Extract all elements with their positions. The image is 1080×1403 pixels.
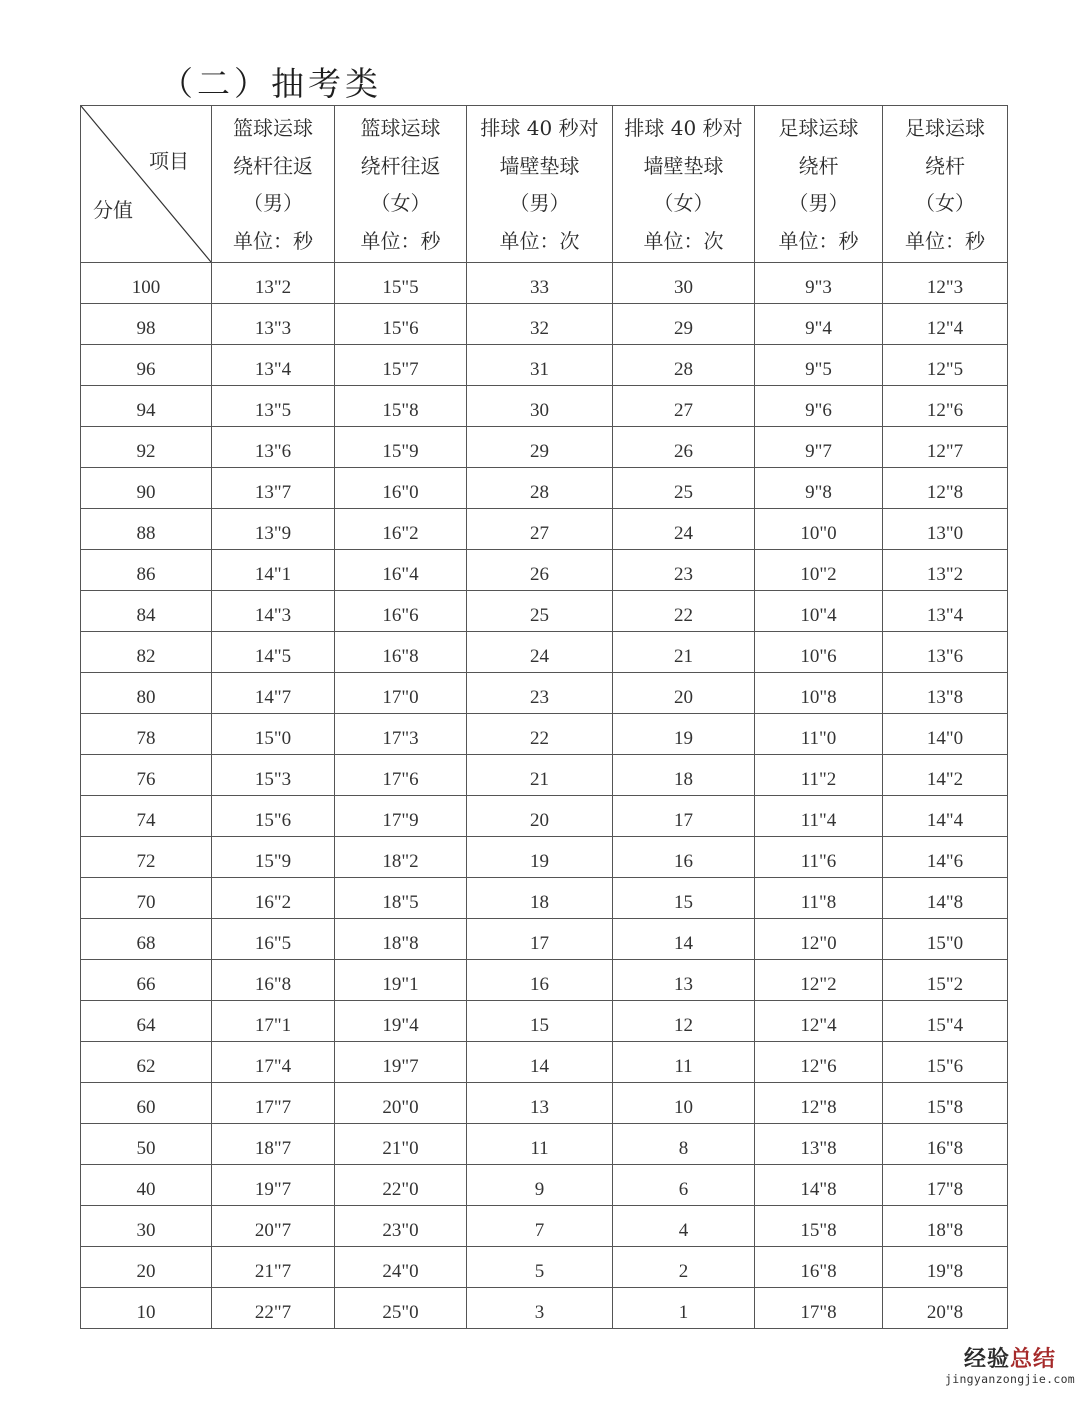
volleyball-male-cell: 16 [467,960,613,1001]
table-body [81,263,1008,1329]
football-female-cell: 18"8 [883,1206,1008,1247]
table-row [81,673,1008,714]
column-header-line: （男） [243,191,303,215]
basketball-female-cell: 24"0 [335,1247,467,1288]
table-row [81,1001,1008,1042]
volleyball-male-cell: 27 [467,509,613,550]
watermark-url: jingyanzongjie.com [945,1372,1076,1386]
table-row [81,550,1008,591]
football-male-cell: 12"2 [755,960,883,1001]
table-row [81,632,1008,673]
score-cell: 86 [81,550,212,591]
volleyball-female-cell: 16 [613,837,755,878]
volleyball-male-cell: 25 [467,591,613,632]
column-header [335,106,467,263]
column-header-line: 篮球运球 [360,116,441,140]
basketball-male-cell: 22"7 [212,1288,335,1329]
football-female-cell: 15"6 [883,1042,1008,1083]
column-header-line: 绕杆往返 [233,153,313,178]
basketball-female-cell: 23"0 [335,1206,467,1247]
column-header-line: 单位：次 [643,228,724,253]
column-header [212,106,335,263]
volleyball-female-cell: 10 [613,1083,755,1124]
column-header-line: 单位：秒 [360,228,441,253]
volleyball-female-cell: 22 [613,591,755,632]
score-cell: 74 [81,796,212,837]
score-cell: 50 [81,1124,212,1165]
basketball-female-cell: 16"2 [335,509,467,550]
volleyball-male-cell: 29 [467,427,613,468]
volleyball-male-cell: 31 [467,345,613,386]
score-table [80,105,1008,1329]
column-header [883,106,1008,263]
score-cell: 64 [81,1001,212,1042]
basketball-female-cell: 16"8 [335,632,467,673]
basketball-male-cell: 16"2 [212,878,335,919]
table-row [81,263,1008,304]
football-male-cell: 11"0 [755,714,883,755]
football-male-cell: 10"2 [755,550,883,591]
column-header [755,106,883,263]
score-cell: 10 [81,1288,212,1329]
volleyball-female-cell: 2 [613,1247,755,1288]
column-header-line: 排球 40 秒对 [480,116,599,140]
football-male-cell: 9"8 [755,468,883,509]
volleyball-female-cell: 14 [613,919,755,960]
table-row [81,960,1008,1001]
basketball-female-cell: 15"7 [335,345,467,386]
column-header-line: 单位：秒 [233,228,313,253]
volleyball-male-cell: 21 [467,755,613,796]
football-male-cell: 10"8 [755,673,883,714]
corner-item-label: 项目 [149,149,189,173]
volleyball-male-cell: 11 [467,1124,613,1165]
score-cell: 66 [81,960,212,1001]
basketball-male-cell: 15"6 [212,796,335,837]
table-row [81,509,1008,550]
basketball-male-cell: 14"5 [212,632,335,673]
football-female-cell: 12"5 [883,345,1008,386]
football-female-cell: 16"8 [883,1124,1008,1165]
corner-score-label: 分值 [93,198,133,222]
score-cell: 92 [81,427,212,468]
football-female-cell: 14"8 [883,878,1008,919]
football-male-cell: 10"6 [755,632,883,673]
table-row [81,468,1008,509]
column-header-line: 墙壁垫球 [499,153,580,178]
score-cell: 68 [81,919,212,960]
volleyball-female-cell: 23 [613,550,755,591]
football-male-cell: 15"8 [755,1206,883,1247]
basketball-female-cell: 20"0 [335,1083,467,1124]
table-row [81,837,1008,878]
basketball-female-cell: 17"3 [335,714,467,755]
section-title: （二）抽考类 [160,64,382,103]
football-female-cell: 20"8 [883,1288,1008,1329]
volleyball-male-cell: 20 [467,796,613,837]
football-male-cell: 17"8 [755,1288,883,1329]
score-cell: 30 [81,1206,212,1247]
football-female-cell: 14"4 [883,796,1008,837]
score-cell: 90 [81,468,212,509]
football-male-cell: 9"3 [755,263,883,304]
volleyball-male-cell: 17 [467,919,613,960]
volleyball-female-cell: 29 [613,304,755,345]
basketball-female-cell: 19"7 [335,1042,467,1083]
table-row [81,304,1008,345]
football-female-cell: 15"8 [883,1083,1008,1124]
column-header-line: 排球 40 秒对 [624,116,743,140]
table-row [81,878,1008,919]
football-male-cell: 11"4 [755,796,883,837]
score-cell: 100 [81,263,212,304]
volleyball-male-cell: 32 [467,304,613,345]
table-row [81,1206,1008,1247]
football-female-cell: 19"8 [883,1247,1008,1288]
football-female-cell: 14"2 [883,755,1008,796]
volleyball-female-cell: 15 [613,878,755,919]
score-cell: 60 [81,1083,212,1124]
watermark-logo-text [945,1348,1075,1372]
volleyball-male-cell: 26 [467,550,613,591]
football-female-cell: 12"4 [883,304,1008,345]
column-header-line: 足球运球 [778,116,859,140]
score-cell: 76 [81,755,212,796]
volleyball-male-cell: 24 [467,632,613,673]
volleyball-male-cell: 14 [467,1042,613,1083]
basketball-male-cell: 21"7 [212,1247,335,1288]
basketball-female-cell: 18"2 [335,837,467,878]
basketball-male-cell: 17"1 [212,1001,335,1042]
football-male-cell: 9"6 [755,386,883,427]
volleyball-female-cell: 6 [613,1165,755,1206]
score-cell: 80 [81,673,212,714]
basketball-male-cell: 17"7 [212,1083,335,1124]
basketball-female-cell: 16"4 [335,550,467,591]
table-row [81,919,1008,960]
volleyball-female-cell: 21 [613,632,755,673]
basketball-male-cell: 14"3 [212,591,335,632]
football-male-cell: 9"7 [755,427,883,468]
basketball-male-cell: 16"8 [212,960,335,1001]
volleyball-female-cell: 27 [613,386,755,427]
volleyball-female-cell: 8 [613,1124,755,1165]
volleyball-female-cell: 25 [613,468,755,509]
football-female-cell: 15"4 [883,1001,1008,1042]
basketball-male-cell: 14"7 [212,673,335,714]
basketball-female-cell: 25"0 [335,1288,467,1329]
football-female-cell: 12"7 [883,427,1008,468]
football-male-cell: 9"5 [755,345,883,386]
basketball-male-cell: 15"0 [212,714,335,755]
basketball-female-cell: 15"5 [335,263,467,304]
volleyball-male-cell: 28 [467,468,613,509]
basketball-male-cell: 13"6 [212,427,335,468]
score-cell: 20 [81,1247,212,1288]
column-header-line: 单位：秒 [778,228,859,253]
football-male-cell: 14"8 [755,1165,883,1206]
column-header-line: 单位：秒 [905,228,985,253]
basketball-female-cell: 21"0 [335,1124,467,1165]
score-cell: 62 [81,1042,212,1083]
football-male-cell: 11"2 [755,755,883,796]
football-female-cell: 13"2 [883,550,1008,591]
score-cell: 88 [81,509,212,550]
football-male-cell: 12"0 [755,919,883,960]
column-header-line: 单位：次 [499,228,580,253]
basketball-male-cell: 15"3 [212,755,335,796]
basketball-female-cell: 19"4 [335,1001,467,1042]
column-header-line: （女） [370,191,431,215]
column-header-line: 绕杆 [925,153,965,178]
volleyball-male-cell: 22 [467,714,613,755]
score-cell: 98 [81,304,212,345]
column-header-line: （男） [509,191,570,215]
column-header-line: 墙壁垫球 [643,153,724,178]
volleyball-female-cell: 4 [613,1206,755,1247]
table-row [81,1124,1008,1165]
basketball-male-cell: 13"3 [212,304,335,345]
column-header-line: （男） [788,191,849,215]
score-cell: 94 [81,386,212,427]
table-row [81,714,1008,755]
basketball-male-cell: 13"7 [212,468,335,509]
basketball-female-cell: 15"9 [335,427,467,468]
diagonal-divider [81,106,211,262]
volleyball-male-cell: 9 [467,1165,613,1206]
column-header-line: 篮球运球 [233,116,313,140]
football-female-cell: 12"8 [883,468,1008,509]
basketball-male-cell: 13"5 [212,386,335,427]
basketball-male-cell: 17"4 [212,1042,335,1083]
volleyball-female-cell: 28 [613,345,755,386]
watermark-text-part2: 总结 [1010,1347,1057,1372]
football-male-cell: 12"4 [755,1001,883,1042]
volleyball-male-cell: 30 [467,386,613,427]
basketball-female-cell: 19"1 [335,960,467,1001]
football-male-cell: 11"8 [755,878,883,919]
basketball-female-cell: 17"9 [335,796,467,837]
volleyball-female-cell: 17 [613,796,755,837]
table-row [81,755,1008,796]
football-male-cell: 12"6 [755,1042,883,1083]
basketball-male-cell: 13"2 [212,263,335,304]
basketball-female-cell: 18"8 [335,919,467,960]
table-row [81,386,1008,427]
football-female-cell: 12"6 [883,386,1008,427]
volleyball-female-cell: 30 [613,263,755,304]
table-row [81,1288,1008,1329]
volleyball-male-cell: 23 [467,673,613,714]
score-cell: 96 [81,345,212,386]
table-row [81,796,1008,837]
volleyball-female-cell: 1 [613,1288,755,1329]
table-row [81,345,1008,386]
basketball-female-cell: 15"8 [335,386,467,427]
basketball-female-cell: 16"0 [335,468,467,509]
table-row [81,427,1008,468]
volleyball-female-cell: 20 [613,673,755,714]
football-female-cell: 14"6 [883,837,1008,878]
basketball-female-cell: 15"6 [335,304,467,345]
watermark-text-part1: 经验 [963,1347,1010,1372]
football-female-cell: 14"0 [883,714,1008,755]
volleyball-female-cell: 11 [613,1042,755,1083]
basketball-female-cell: 17"0 [335,673,467,714]
score-cell: 40 [81,1165,212,1206]
column-header [613,106,755,263]
table-row [81,591,1008,632]
score-cell: 82 [81,632,212,673]
column-header-line: 绕杆 [798,153,839,178]
football-female-cell: 13"0 [883,509,1008,550]
column-header-line: 绕杆往返 [360,153,441,178]
volleyball-female-cell: 24 [613,509,755,550]
table-row [81,1165,1008,1206]
basketball-female-cell: 16"6 [335,591,467,632]
table-row [81,1083,1008,1124]
football-male-cell: 12"8 [755,1083,883,1124]
score-cell: 72 [81,837,212,878]
volleyball-male-cell: 33 [467,263,613,304]
basketball-male-cell: 20"7 [212,1206,335,1247]
volleyball-female-cell: 13 [613,960,755,1001]
football-female-cell: 17"8 [883,1165,1008,1206]
basketball-male-cell: 19"7 [212,1165,335,1206]
football-male-cell: 10"4 [755,591,883,632]
basketball-male-cell: 13"4 [212,345,335,386]
score-cell: 84 [81,591,212,632]
volleyball-male-cell: 18 [467,878,613,919]
volleyball-male-cell: 15 [467,1001,613,1042]
football-female-cell: 13"6 [883,632,1008,673]
basketball-female-cell: 22"0 [335,1165,467,1206]
table-row [81,1247,1008,1288]
score-cell: 70 [81,878,212,919]
football-female-cell: 15"2 [883,960,1008,1001]
football-female-cell: 13"8 [883,673,1008,714]
column-header-line: （女） [653,191,714,215]
volleyball-male-cell: 19 [467,837,613,878]
football-male-cell: 16"8 [755,1247,883,1288]
basketball-male-cell: 14"1 [212,550,335,591]
football-male-cell: 10"0 [755,509,883,550]
football-female-cell: 12"3 [883,263,1008,304]
volleyball-female-cell: 19 [613,714,755,755]
football-male-cell: 13"8 [755,1124,883,1165]
basketball-female-cell: 18"5 [335,878,467,919]
corner-header-cell [81,106,212,263]
column-header-line: （女） [915,191,975,215]
volleyball-male-cell: 13 [467,1083,613,1124]
volleyball-male-cell: 7 [467,1206,613,1247]
volleyball-male-cell: 3 [467,1288,613,1329]
basketball-male-cell: 18"7 [212,1124,335,1165]
header-row [81,106,1008,263]
volleyball-male-cell: 5 [467,1247,613,1288]
basketball-male-cell: 13"9 [212,509,335,550]
football-female-cell: 13"4 [883,591,1008,632]
table-row [81,1042,1008,1083]
volleyball-female-cell: 18 [613,755,755,796]
basketball-female-cell: 17"6 [335,755,467,796]
score-cell: 78 [81,714,212,755]
football-male-cell: 9"4 [755,304,883,345]
volleyball-female-cell: 26 [613,427,755,468]
football-male-cell: 11"6 [755,837,883,878]
basketball-male-cell: 16"5 [212,919,335,960]
basketball-male-cell: 15"9 [212,837,335,878]
football-female-cell: 15"0 [883,919,1008,960]
volleyball-female-cell: 12 [613,1001,755,1042]
column-header [467,106,613,263]
column-header-line: 足球运球 [905,116,985,140]
watermark [945,1348,1075,1386]
